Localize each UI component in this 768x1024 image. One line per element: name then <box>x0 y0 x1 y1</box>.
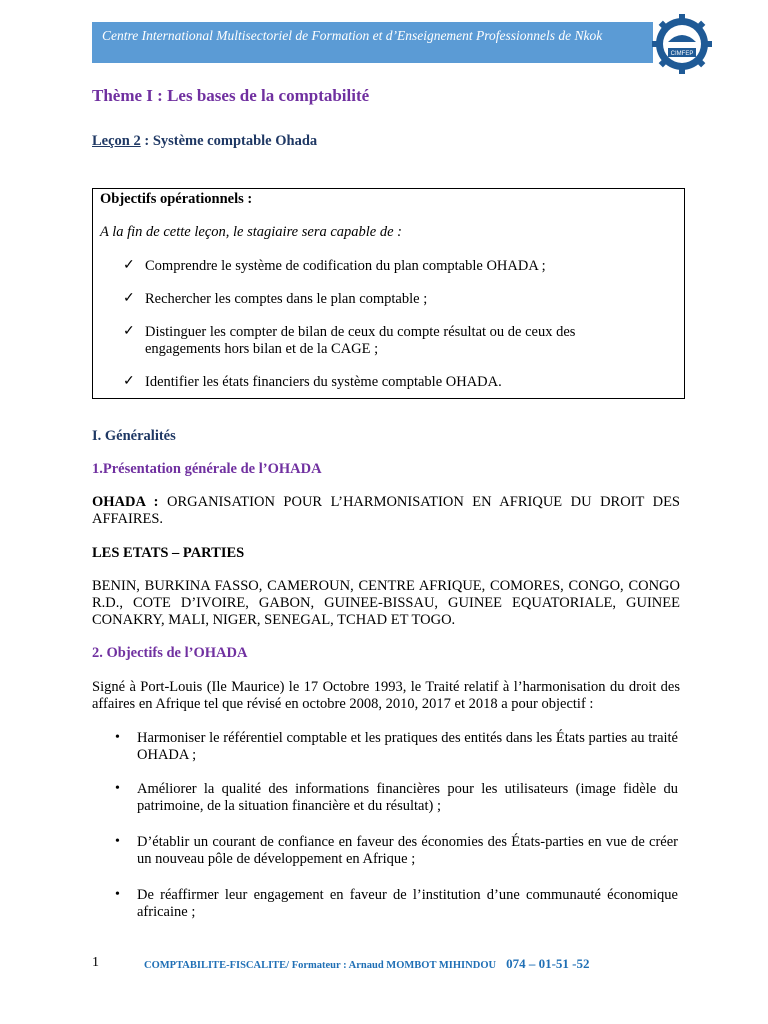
objectives-intro: A la fin de cette leçon, le stagiaire sera capable de : <box>100 224 403 240</box>
objective-item: Identifier les états financiers du système comptable OHADA. <box>145 374 502 390</box>
subsection-title-presentation: 1.Présentation générale de l’OHADA <box>92 461 322 477</box>
bullet-icon: • <box>115 887 120 902</box>
subsection-title-objectifs: 2. Objectifs de l’OHADA <box>92 645 248 661</box>
objective-bullet: D’établir un courant de confiance en faveur des économies des États-parties en vue de créer un nouveau pôle de développement en Afrique ; <box>137 834 678 867</box>
objective-bullet: Harmoniser le référentiel comptable et les pratiques des entités dans les États parties au traité OHADA ; <box>137 730 678 763</box>
banner-title: Centre International Multisectoriel de Formation et d’Enseignement Professionnels de Nkok <box>102 28 603 43</box>
check-icon: ✓ <box>123 291 135 306</box>
cimfep-logo-icon <box>650 12 714 76</box>
ohada-definition-text: ORGANISATION POUR L’HARMONISATION EN AFRIQUE DU DROIT DES AFFAIRES. <box>92 494 680 527</box>
check-icon: ✓ <box>123 374 135 389</box>
ohada-definition <box>92 494 680 528</box>
objective-bullet: De réaffirmer leur engagement en faveur de l’institution d’une communauté économique africaine ; <box>137 887 678 920</box>
page-number: 1 <box>92 955 99 970</box>
objectives-box <box>92 188 685 399</box>
check-icon: ✓ <box>123 258 135 273</box>
theme-title: Thème I : Les bases de la comptabilité <box>92 86 370 105</box>
objective-item: Rechercher les comptes dans le plan comptable ; <box>145 291 428 307</box>
bullet-icon: • <box>115 730 120 745</box>
lesson-name: : Système comptable Ohada <box>140 133 318 149</box>
treaty-paragraph: Signé à Port-Louis (Ile Maurice) le 17 Octobre 1993, le Traité relatif à l’harmonisation du droit des affaires en Afrique tel que révisé en octobre 2008, 2010, 2017 et 2018 a pour objectif : <box>92 679 680 712</box>
check-icon: ✓ <box>123 324 135 339</box>
states-list: BENIN, BURKINA FASSO, CAMEROUN, CENTRE AFRIQUE, COMORES, CONGO, CONGO R.D., COTE D’IVOIRE, GABON, GUINEE-BISSAU, GUINEE EQUATORIALE, GUINEE CONAKRY, MALI, NIGER, SENEGAL, TCHAD ET TOGO. <box>92 578 680 628</box>
objective-bullet: Améliorer la qualité des informations financières pour les utilisateurs (image fidèle du patrimoine, de la situation financière et du résultat) ; <box>137 781 678 814</box>
objective-item: Distinguer les compter de bilan de ceux du compte résultat ou de ceux des engagements hors bilan et de la CAGE ; <box>145 324 576 357</box>
footer-phone: 074 – 01-51 -52 <box>506 956 590 971</box>
logo-text: CIMFEP <box>670 51 694 57</box>
lesson-title <box>92 133 317 150</box>
footer-text: COMPTABILITE-FISCALITE/ Formateur : Arnaud MOMBOT MIHINDOU <box>144 960 497 971</box>
ohada-label: OHADA : <box>92 494 159 510</box>
bullet-icon: • <box>115 781 120 796</box>
bullet-icon: • <box>115 834 120 849</box>
footer <box>144 956 590 972</box>
objective-item: Comprendre le système de codification du plan comptable OHADA ; <box>145 258 546 274</box>
states-title: LES ETATS – PARTIES <box>92 545 245 561</box>
lesson-number: Leçon 2 <box>92 133 141 149</box>
header-banner <box>92 22 653 63</box>
objectives-title: Objectifs opérationnels : <box>100 191 253 207</box>
section-title-generalites: I. Généralités <box>92 428 176 444</box>
